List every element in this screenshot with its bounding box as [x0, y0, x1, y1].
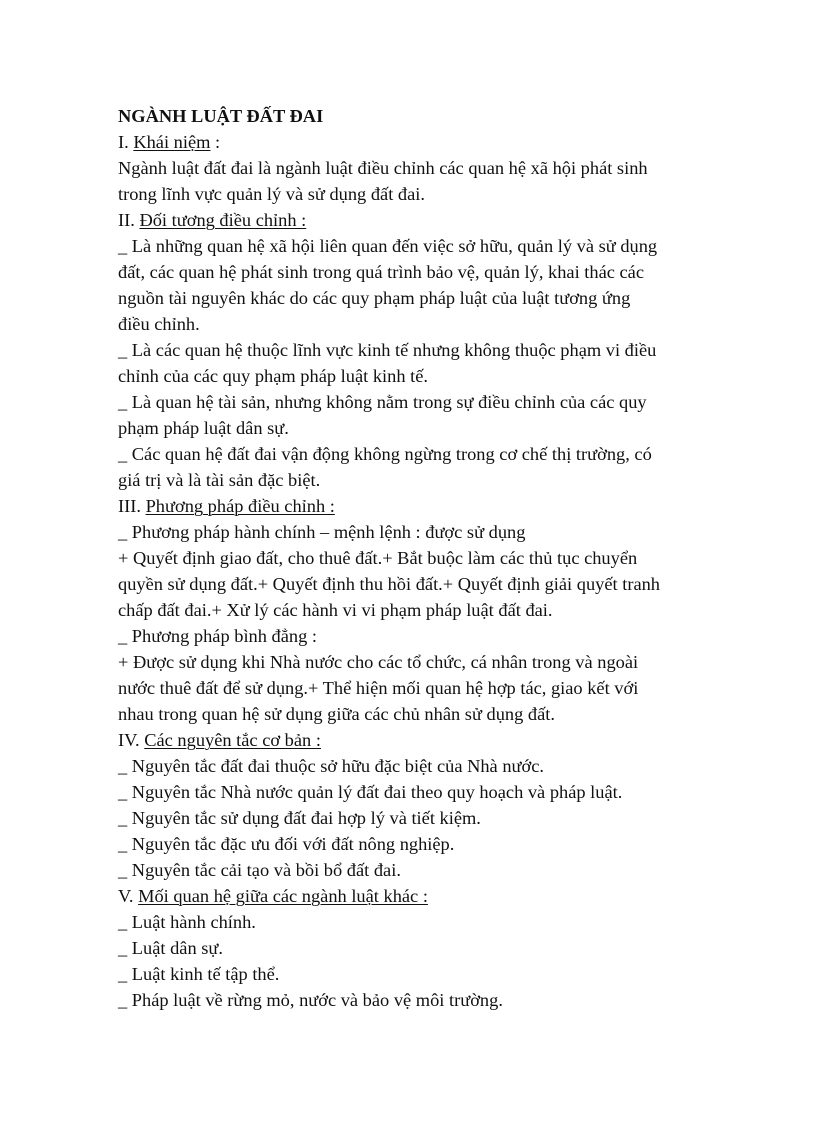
paragraph-line: trong lĩnh vực quản lý và sử dụng đất đai.	[118, 184, 425, 204]
document-body	[118, 103, 718, 1013]
list-item: _ Nguyên tắc cải tạo và bồi bổ đất đai.	[118, 860, 401, 880]
document-title: NGÀNH LUẬT ĐẤT ĐAI	[118, 106, 324, 126]
section-heading-suffix: :	[210, 132, 221, 152]
paragraph-line: _ Là quan hệ tài sản, nhưng không nằm trong sự điều chỉnh của các quy	[118, 392, 647, 412]
paragraph-line: phạm pháp luật dân sự.	[118, 418, 289, 438]
list-item: _ Nguyên tắc sử dụng đất đai hợp lý và tiết kiệm.	[118, 808, 481, 828]
section-heading-3	[118, 493, 718, 519]
paragraph-line: đất, các quan hệ phát sinh trong quá trình bảo vệ, quản lý, khai thác các	[118, 262, 644, 282]
list-item: _ Luật kinh tế tập thể.	[118, 964, 280, 984]
list-item: _ Luật hành chính.	[118, 912, 256, 932]
paragraph-line: _ Các quan hệ đất đai vận động không ngừng trong cơ chế thị trường, có	[118, 444, 652, 464]
paragraph-line: nước thuê đất để sử dụng.+ Thể hiện mối quan hệ hợp tác, giao kết với	[118, 678, 639, 698]
section-heading-text: Đối tương điều chỉnh :	[139, 210, 307, 230]
section-heading-text: Các nguyên tắc cơ bản :	[144, 730, 321, 750]
paragraph-line: _ Phương pháp bình đẳng :	[118, 626, 317, 646]
paragraph-line: nguồn tài nguyên khác do các quy phạm pháp luật của luật tương ứng	[118, 288, 631, 308]
section-number: II.	[118, 210, 140, 230]
paragraph-line: + Được sử dụng khi Nhà nước cho các tổ chức, cá nhân trong và ngoài	[118, 652, 639, 672]
paragraph-line: quyền sử dụng đất.+ Quyết định thu hồi đất.+ Quyết định giải quyết tranh	[118, 574, 660, 594]
section-number: IV.	[118, 730, 145, 750]
list-item: _ Nguyên tắc đặc ưu đối với đất nông nghiệp.	[118, 834, 455, 854]
paragraph-line: Ngành luật đất đai là ngành luật điều chỉnh các quan hệ xã hội phát sinh	[118, 158, 648, 178]
paragraph-line: _ Là những quan hệ xã hội liên quan đến việc sở hữu, quản lý và sử dụng	[118, 236, 658, 256]
paragraph-line: + Quyết định giao đất, cho thuê đất.+ Bắt buộc làm các thủ tục chuyển	[118, 548, 638, 568]
section-heading-1	[118, 129, 718, 155]
list-item: _ Luật dân sự.	[118, 938, 223, 958]
list-item: _ Nguyên tắc đất đai thuộc sở hữu đặc biệt của Nhà nước.	[118, 756, 544, 776]
paragraph-line: điều chỉnh.	[118, 314, 200, 334]
paragraph-line: chỉnh của các quy phạm pháp luật kinh tế.	[118, 366, 428, 386]
paragraph-line: chấp đất đai.+ Xử lý các hành vi vi phạm pháp luật đất đai.	[118, 600, 553, 620]
paragraph-line: _ Phương pháp hành chính – mệnh lệnh : được sử dụng	[118, 522, 526, 542]
paragraph-line: _ Là các quan hệ thuộc lĩnh vực kinh tế nhưng không thuộc phạm vi điều	[118, 340, 657, 360]
section-number: V.	[118, 886, 139, 906]
paragraph-line: nhau trong quan hệ sử dụng giữa các chủ nhân sử dụng đất.	[118, 704, 555, 724]
paragraph-line: giá trị và là tài sản đặc biệt.	[118, 470, 321, 490]
section-heading-text: Phương pháp điều chỉnh :	[145, 496, 335, 516]
list-item: _ Nguyên tắc Nhà nước quản lý đất đai theo quy hoạch và pháp luật.	[118, 782, 623, 802]
section-heading-text: Mối quan hệ giữa các ngành luật khác :	[138, 886, 428, 906]
section-heading-4	[118, 727, 718, 753]
section-heading-5	[118, 883, 718, 909]
section-number: III.	[118, 496, 146, 516]
section-heading-text: Khái niệm	[133, 132, 211, 152]
list-item: _ Pháp luật về rừng mỏ, nước và bảo vệ môi trường.	[118, 990, 503, 1010]
section-heading-2	[118, 207, 718, 233]
section-number: I.	[118, 132, 134, 152]
